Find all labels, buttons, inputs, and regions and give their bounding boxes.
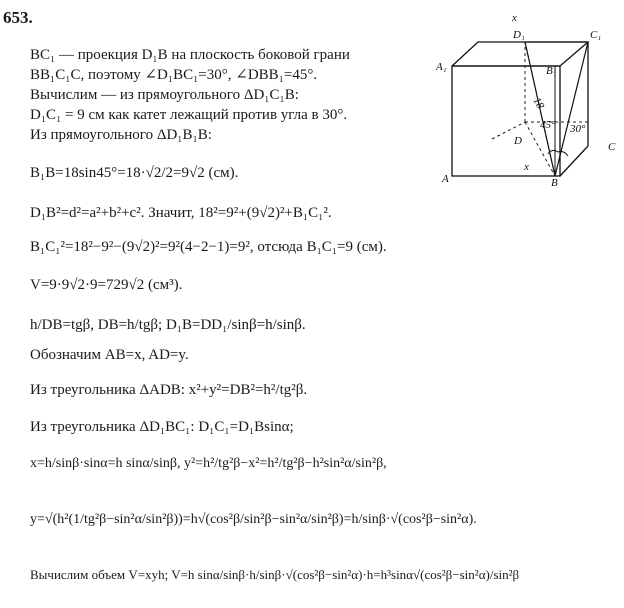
- label-C: C: [608, 141, 616, 153]
- text-line-15: y=√(h²(1/tg²β−sin²α/sin²β))=h√(cos²β/sin²β−sin²α/sin²β)=h/sinβ·√(cos²β−sin²α).: [30, 512, 477, 527]
- problem-number: 653.: [3, 8, 33, 27]
- text-line-3: Вычислим — из прямоугольного ΔD₁C₁B:: [30, 87, 299, 103]
- label-angle-45: 45°: [540, 119, 556, 131]
- text-line-6: B₁B=18sin45°=18·√2/2=9√2 (см).: [30, 165, 239, 181]
- parallelepiped-figure: [430, 4, 624, 186]
- label-C1: C₁: [590, 29, 602, 41]
- label-D: D: [514, 135, 522, 147]
- text-line-5: Из прямоугольного ΔD₁B₁B:: [30, 127, 212, 143]
- text-line-9: V=9·9√2·9=729√2 (см³).: [30, 277, 183, 293]
- text-line-1: BC₁ — проекция D₁B на плоскость боковой грани: [30, 47, 350, 63]
- text-line-13: Из треугольника ΔD₁BC₁: D₁C₁=D₁Bsinα;: [30, 419, 294, 435]
- label-length-18: 18: [530, 95, 547, 112]
- label-A1: A₁: [436, 61, 447, 73]
- label-D1: D₁: [513, 29, 525, 41]
- label-B1: B₁: [546, 65, 557, 77]
- label-B: B: [551, 177, 558, 186]
- text-line-2: BB₁C₁C, поэтому ∠D₁BC₁=30°, ∠DBB₁=45°.: [30, 67, 318, 83]
- label-A: A: [442, 173, 449, 185]
- text-line-7: D₁B²=d²=a²+b²+c². Значит, 18²=9²+(9√2)²+B₁C₁².: [30, 205, 332, 221]
- text-line-16: Вычислим объем V=xyh; V=h sinα/sinβ·h/sinβ·√(cos²β−sin²α)·h=h³sinα√(cos²β−sin²α)/sin²β: [30, 567, 520, 582]
- text-line-12: Из треугольника ΔADB: x²+y²=DB²=h²/tg²β.: [30, 382, 308, 398]
- label-x-top: x: [512, 12, 517, 24]
- text-line-8: B₁C₁²=18²−9²−(9√2)²=9²(4−2−1)=9², отсюда B₁C₁=9 (см).: [30, 239, 387, 255]
- text-line-4: D₁C₁ = 9 см как катет лежащий против угла в 30°.: [30, 107, 348, 123]
- label-x-bottom: x: [524, 161, 529, 173]
- text-line-14: x=h/sinβ·sinα=h sinα/sinβ, y²=h²/tg²β−x²=h²/tg²β−h²sin²α/sin²β,: [30, 456, 387, 471]
- text-line-10: h/DB=tgβ, DB=h/tgβ; D₁B=DD₁/sinβ=h/sinβ.: [30, 317, 306, 333]
- parallelepiped-diagram: [430, 4, 624, 186]
- label-angle-30: 30°: [570, 123, 586, 135]
- text-line-11: Обозначим AB=x, AD=y.: [30, 347, 189, 363]
